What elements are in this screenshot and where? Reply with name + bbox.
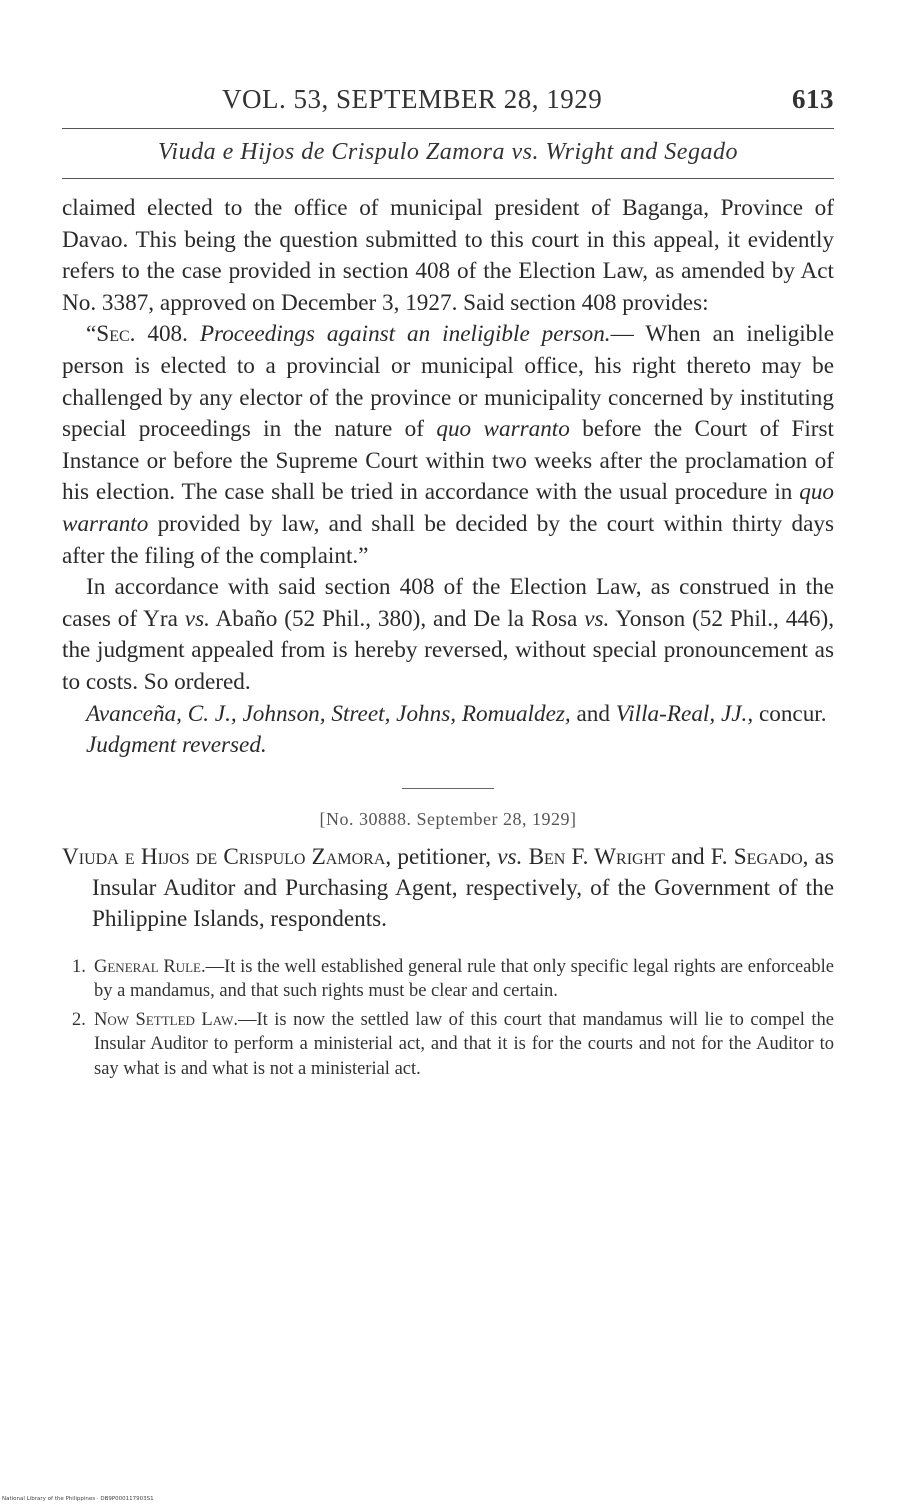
syllabus-item [62, 955, 834, 1004]
syllabus-item [62, 1008, 834, 1082]
concurrence [62, 699, 834, 731]
header-rule-bottom [62, 178, 834, 179]
paragraph-1: claimed elected to the office of municipal president of Baganga, Province of Davao. This being the question submitted to this court in this appeal, it evidently refers to the case provided in section 408 of the Election Law, as amended by Act No. 3387, approved on December 3, 1927. Said section 408 provides: [62, 195, 834, 316]
p3-a: In accordance with said section 408 of the Election Law, as construed in the cases of Yra [62, 574, 834, 632]
opinion-body [62, 193, 834, 762]
petitioner-name: Viuda e Hijos de Crispulo Zamora [62, 843, 386, 870]
running-head [62, 80, 834, 120]
quoted-section [62, 319, 834, 572]
parties-and: and [664, 843, 711, 870]
volume-line: VOL. 53, SEPTEMBER 28, 1929 [222, 84, 603, 114]
disposition: Judgment reversed. [86, 732, 267, 759]
syllabus [62, 955, 834, 1082]
versus-3: vs. [497, 843, 523, 870]
quo-warranto-2: quo warranto [62, 479, 834, 537]
case-parties [62, 842, 834, 935]
quote-text-3: provided by law, and shall be decided by the court within thirty days after the filing of the complaint.” [62, 510, 834, 569]
section-divider [402, 788, 494, 789]
syllabus-heading: General Rule. [94, 956, 206, 977]
case-title: Viuda e Hijos de Crispulo Zamora vs. Wright and Segado [158, 139, 738, 165]
parties-rest: , as Insular Auditor and Purchasing Agent, respectively, of the Government of the Philippine Islands, respondents. [92, 843, 834, 932]
docket-number: [No. 30888. September 28, 1929] [319, 808, 577, 829]
syllabus-number: 1. [72, 956, 86, 977]
respondent-1: Ben F. Wright [522, 843, 665, 870]
concur-word: concur. [753, 700, 827, 727]
p3-c: Yonson (52 Phil., 446), the judgment appealed from is hereby reversed, without special pronouncement as to costs. So ordered. [62, 605, 835, 695]
quo-warranto-1: quo warranto [436, 416, 570, 443]
page-number: 613 [792, 84, 834, 114]
syllabus-text: —It is the well established general rule that only specific legal rights are enforceable by a mandamus, and that such rights must be clear and certain. [94, 956, 834, 1002]
quote-text-1: When an ineligible person is elected to a provincial or municipal office, his right thereto may be challenged by any elector of the province or municipality concerned by instituting special proceedings in the nature of [62, 321, 834, 443]
justices-names: Avanceña, C. J., Johnson, Street, Johns, Romualdez, [86, 700, 571, 727]
justice-villa-real: Villa-Real, JJ., [615, 700, 754, 727]
sec-label: Sec [96, 321, 130, 348]
open-quote: “ [86, 321, 97, 348]
document-page [62, 80, 834, 1085]
petitioner-role: , petitioner, [385, 843, 498, 870]
syllabus-text: —It is now the settled law of this court that mandamus will lie to compel the Insular Auditor to perform a ministerial act, and that it is for the courts and not for the Auditor to say what is and what is not a ministerial act. [94, 1009, 834, 1079]
sec-number: . 408. [129, 321, 200, 348]
p3-b: Abaño (52 Phil., 380), and De la Rosa [209, 605, 585, 632]
syllabus-heading: Now Settled Law. [94, 1009, 238, 1030]
syllabus-number: 2. [72, 1009, 86, 1030]
quote-text-2: before the Court of First Instance or before the Supreme Court within two weeks after the proclamation of his election. The case shall be tried in accordance with the usual procedure in [62, 416, 834, 506]
respondent-2: F. Segado [710, 843, 803, 870]
versus-1: vs. [184, 605, 210, 632]
versus-2: vs. [584, 605, 610, 632]
section-heading: Proceedings against an ineligible person. [199, 321, 611, 348]
library-stamp: National Library of the Philippines · DB9P000117903S1 [2, 1496, 154, 1502]
heading-dash: — [610, 321, 646, 348]
concur-and: and [570, 700, 616, 727]
paragraph-3 [62, 572, 834, 698]
